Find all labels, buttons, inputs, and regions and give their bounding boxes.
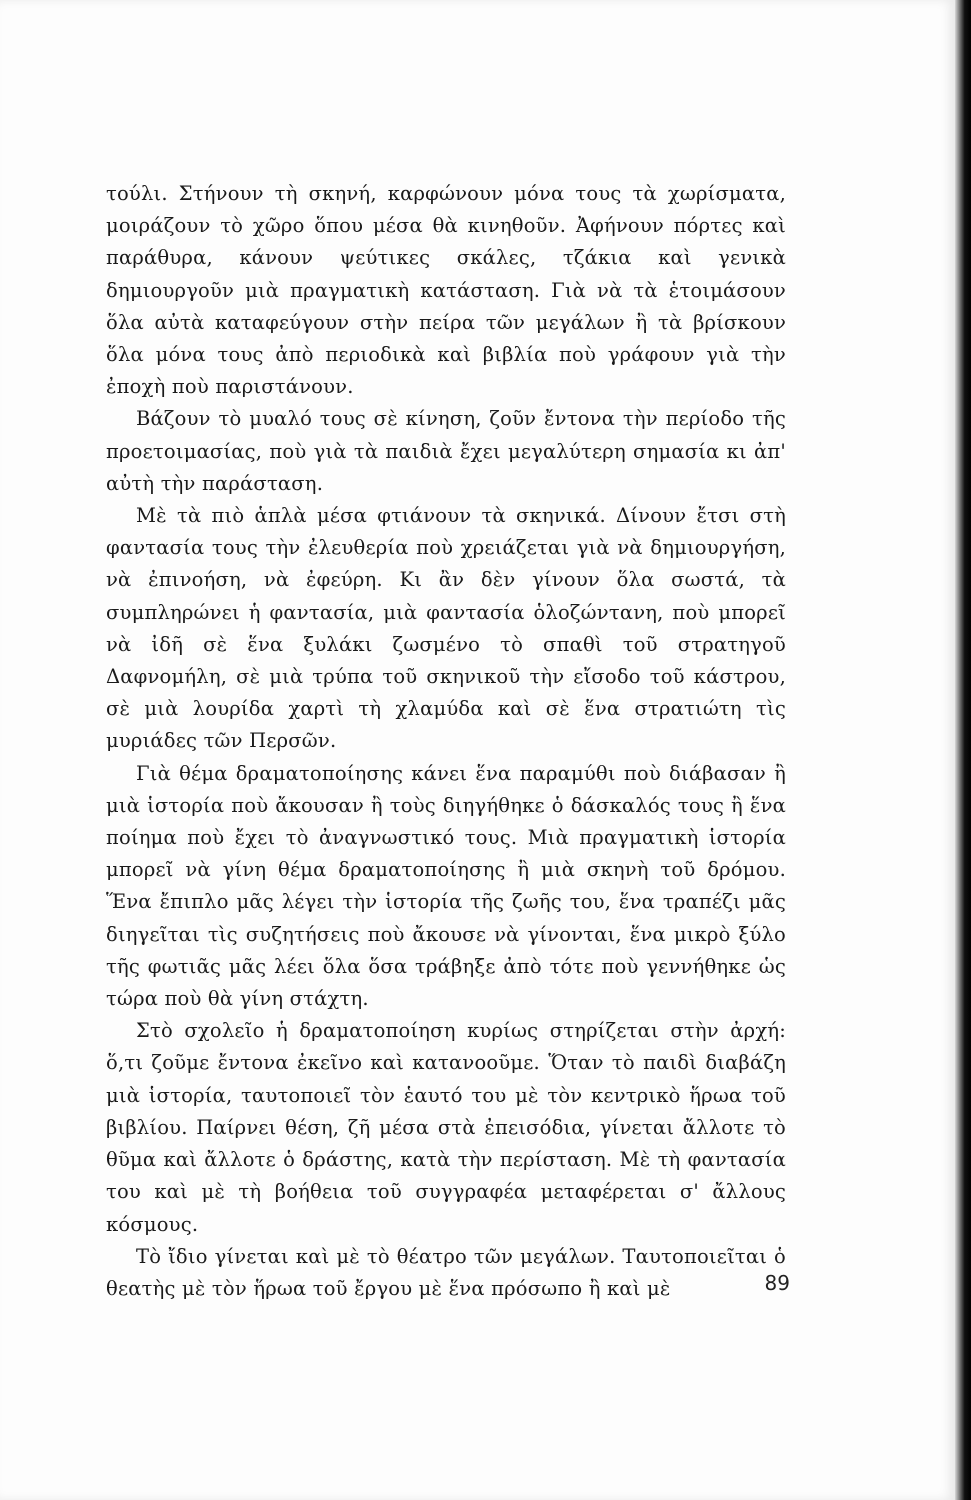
paragraph-3: Μὲ τὰ πιὸ ἁπλὰ μέσα φτιάνουν τὰ σκηνικά. Δίνουν ἔτσι στὴ φαντασία τους τὴν ἐλευθερία ποὺ χρειάζεται γιὰ νὰ δημιουργήση, νὰ ἐπινοήση, νὰ ἐφεύρη. Κι ἂν δὲν γίνουν ὅλα σωστά, τὰ συμπληρώνει ἡ φαντασία, μιὰ φαντασία ὁλοζώντανη, ποὺ μπορεῖ νὰ ἰδῆ σὲ ἕνα ξυλάκι ζωσμένο τὸ σπαθὶ τοῦ στρατηγοῦ Δαφνομήλη, σὲ μιὰ τρύπα τοῦ σκηνικοῦ τὴν εἴσοδο τοῦ κάστρου, σὲ μιὰ λουρίδα χαρτὶ τὴ χλαμύδα καὶ σὲ ἕνα στρατιώτη τὶς μυριάδες τῶν Περσῶν.: [106, 504, 786, 753]
paragraph-4: Γιὰ θέμα δραματοποίησης κάνει ἕνα παραμύθι ποὺ διάβασαν ἢ μιὰ ἱστορία ποὺ ἄκουσαν ἢ τοὺς διηγήθηκε ὁ δάσκαλός τους ἢ ἕνα ποίημα ποὺ ἔχει τὸ ἀναγνωστικό τους. Μιὰ πραγματικὴ ἱστορία μπορεῖ νὰ γίνη θέμα δραματοποίησης ἢ μιὰ σκηνὴ τοῦ δρόμου. Ἕνα ἔπιπλο μᾶς λέγει τὴν ἱστορία τῆς ζωῆς του, ἕνα τραπέζι μᾶς διηγεῖται τὶς συζητήσεις ποὺ ἄκουσε νὰ γίνονται, ἕνα μικρὸ ξύλο τῆς φωτιᾶς μᾶς λέει ὅλα ὅσα τράβηξε ἀπὸ τότε ποὺ γεννήθηκε ὡς τώρα ποὺ θὰ γίνη στάχτη.: [106, 761, 786, 1011]
page-number: 89: [764, 1271, 790, 1295]
page-edge-shadow: [955, 0, 971, 1500]
body-text: [106, 178, 786, 1305]
paragraph-1: τούλι. Στήνουν τὴ σκηνή, καρφώνουν μόνα τους τὰ χωρίσματα, μοιράζουν τὸ χῶρο ὅπου μέσα θὰ κινηθοῦν. Ἀφήνουν πόρτες καὶ παράθυρα, κάνουν ψεύτικες σκάλες, τζάκια καὶ γενικὰ δημιουργοῦν μιὰ πραγματικὴ κατάσταση. Γιὰ νὰ τὰ ἑτοιμάσουν ὅλα αὐτὰ καταφεύγουν στὴν πείρα τῶν μεγάλων ἢ τὰ βρίσκουν ὅλα μόνα τους ἀπὸ περιοδικὰ καὶ βιβλία ποὺ γράφουν γιὰ τὴν ἐποχὴ ποὺ παριστάνουν.: [106, 182, 786, 399]
paragraph-6: Τὸ ἴδιο γίνεται καὶ μὲ τὸ θέατρο τῶν μεγάλων. Ταυτοποιεῖται ὁ θεατὴς μὲ τὸν ἥρωα τοῦ ἔργου μὲ ἕνα πρόσωπο ἢ καὶ μὲ: [106, 1244, 786, 1300]
paragraph-2: Βάζουν τὸ μυαλό τους σὲ κίνηση, ζοῦν ἔντονα τὴν περίοδο τῆς προετοιμασίας, ποὺ γιὰ τὰ παιδιὰ ἔχει μεγαλύτερη σημασία κι ἀπ' αὐτὴ τὴν παράσταση.: [106, 407, 786, 495]
paragraph-5: Στὸ σχολεῖο ἡ δραματοποίηση κυρίως στηρίζεται στὴν ἀρχή: ὅ,τι ζοῦμε ἔντονα ἐκεῖνο καὶ κατανοοῦμε. Ὅταν τὸ παιδὶ διαβάζη μιὰ ἱστορία, ταυτοποιεῖ τὸν ἑαυτό του μὲ τὸν κεντρικὸ ἥρωα τοῦ βιβλίου. Παίρνει θέση, ζῆ μέσα στὰ ἐπεισόδια, γίνεται ἄλλοτε τὸ θῦμα καὶ ἄλλοτε ὁ δράστης, κατὰ τὴν περίσταση. Μὲ τὴ φαντασία του καὶ μὲ τὴ βοήθεια τοῦ συγγραφέα μεταφέρεται σ' ἄλλους κόσμους.: [106, 1019, 786, 1236]
